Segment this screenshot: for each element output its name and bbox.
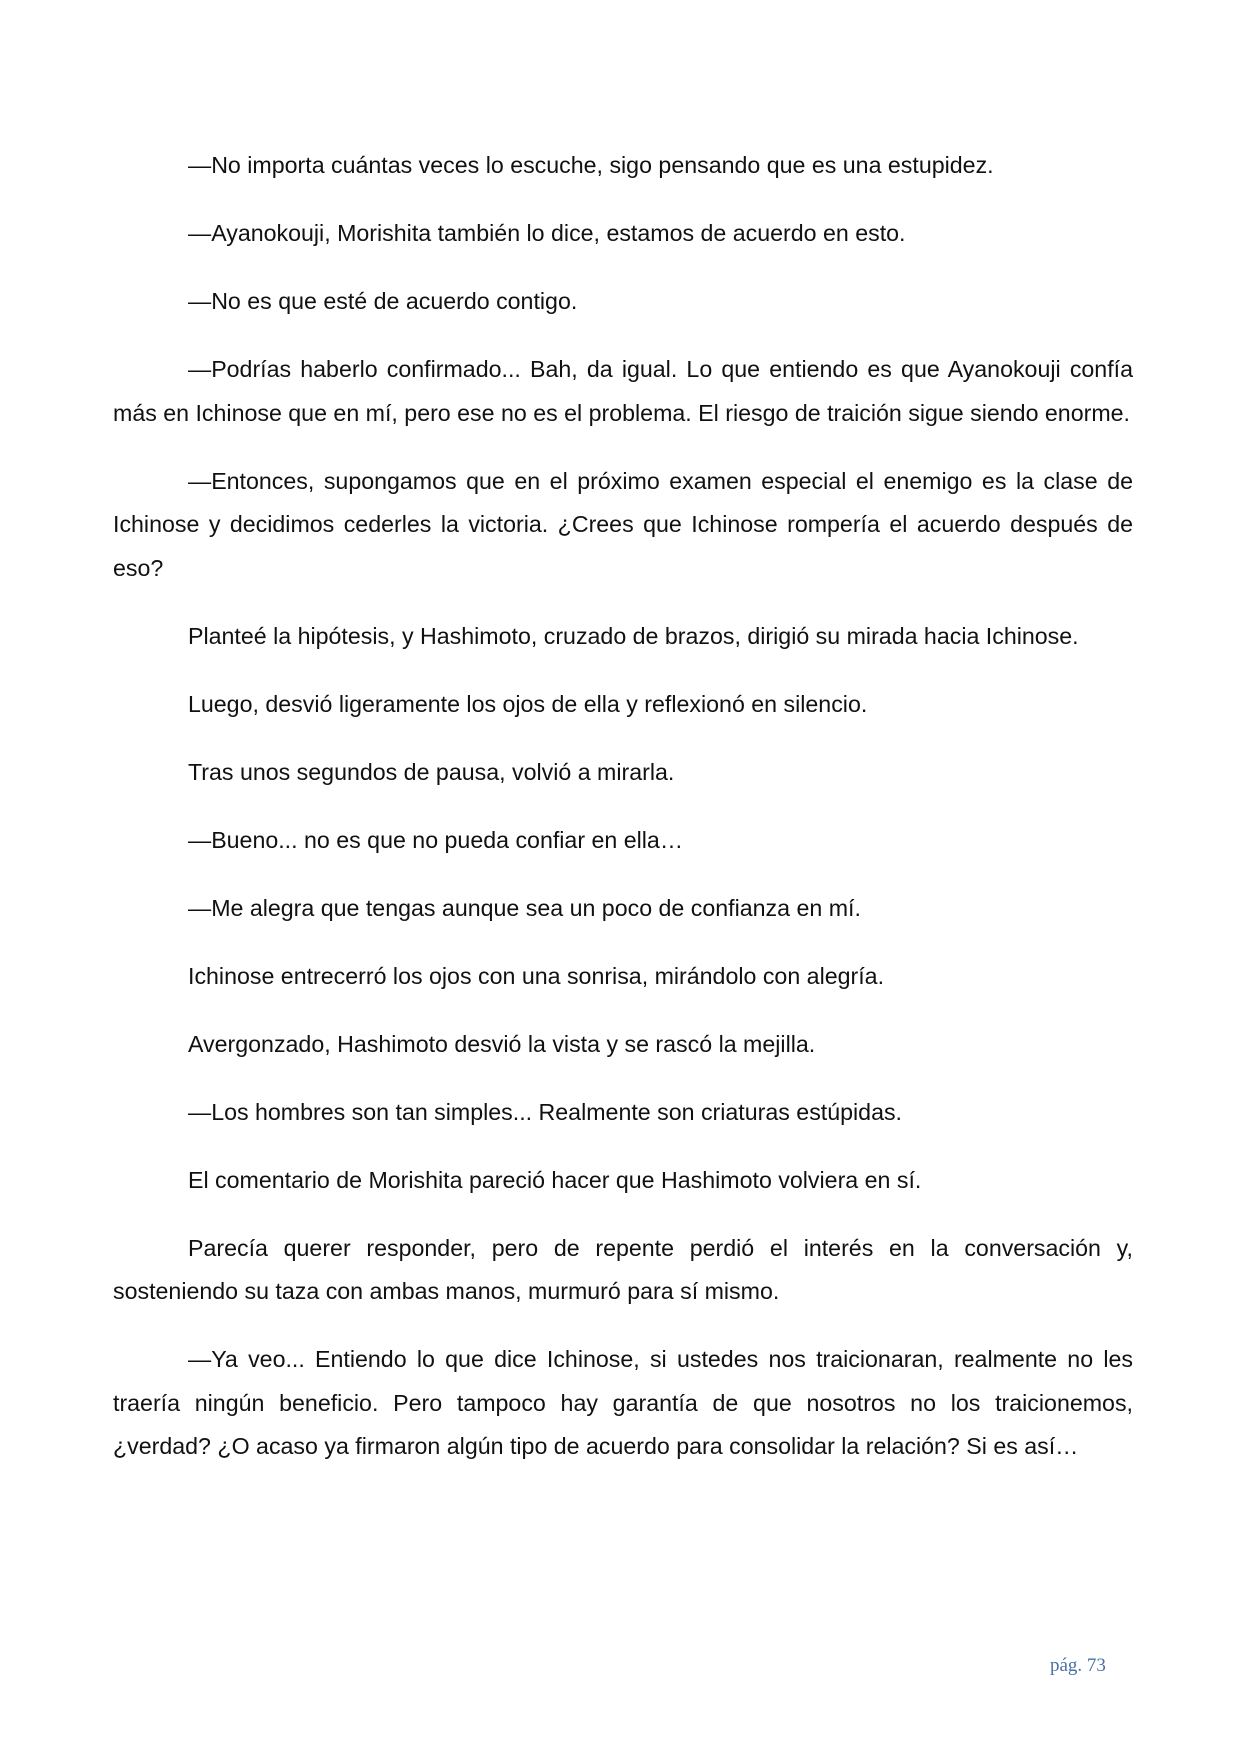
paragraph: Planteé la hipótesis, y Hashimoto, cruzado de brazos, dirigió su mirada hacia Ichinose. [188,622,1079,649]
text-body [113,144,1133,1493]
paragraph: —Me alegra que tengas aunque sea un poco de confianza en mí. [188,894,861,921]
paragraph: El comentario de Morishita pareció hacer que Hashimoto volviera en sí. [188,1166,922,1193]
paragraph: Parecía querer responder, pero de repente perdió el interés en la conversación y, sosteniendo su taza con ambas manos, murmuró para sí mismo. [113,1234,1133,1304]
paragraph: —Podrías haberlo confirmado... Bah, da igual. Lo que entiendo es que Ayanokouji confía más en Ichinose que en mí, pero ese no es el problema. El riesgo de traición sigue siendo enorme. [113,356,1133,426]
paragraph: Tras unos segundos de pausa, volvió a mirarla. [188,758,675,785]
paragraph: Ichinose entrecerró los ojos con una sonrisa, mirándolo con alegría. [188,962,885,989]
paragraph: —Ya veo... Entiendo lo que dice Ichinose, si ustedes nos traicionaran, realmente no les traería ningún beneficio. Pero tampoco hay garantía de que nosotros no los traicionemos, ¿verdad? ¿O acaso ya firmaron algún tipo de acuerdo para consolidar la relación? Si es así… [113,1346,1133,1459]
paragraph: Avergonzado, Hashimoto desvió la vista y se rascó la mejilla. [188,1030,816,1057]
paragraph: —Entonces, supongamos que en el próximo examen especial el enemigo es la clase de Ichinose y decidimos cederles la victoria. ¿Crees que Ichinose rompería el acuerdo después de eso? [113,467,1133,581]
paragraph: Luego, desvió ligeramente los ojos de ella y reflexionó en silencio. [188,690,868,717]
page-number: pág. 73 [1050,1655,1106,1676]
paragraph: —No importa cuántas veces lo escuche, sigo pensando que es una estupidez. [188,152,994,178]
paragraph: —No es que esté de acuerdo contigo. [188,288,578,314]
paragraph: —Ayanokouji, Morishita también lo dice, estamos de acuerdo en esto. [188,220,906,246]
paragraph: —Los hombres son tan simples... Realmente son criaturas estúpidas. [188,1098,903,1125]
paragraph: —Bueno... no es que no pueda confiar en ella… [188,826,684,853]
